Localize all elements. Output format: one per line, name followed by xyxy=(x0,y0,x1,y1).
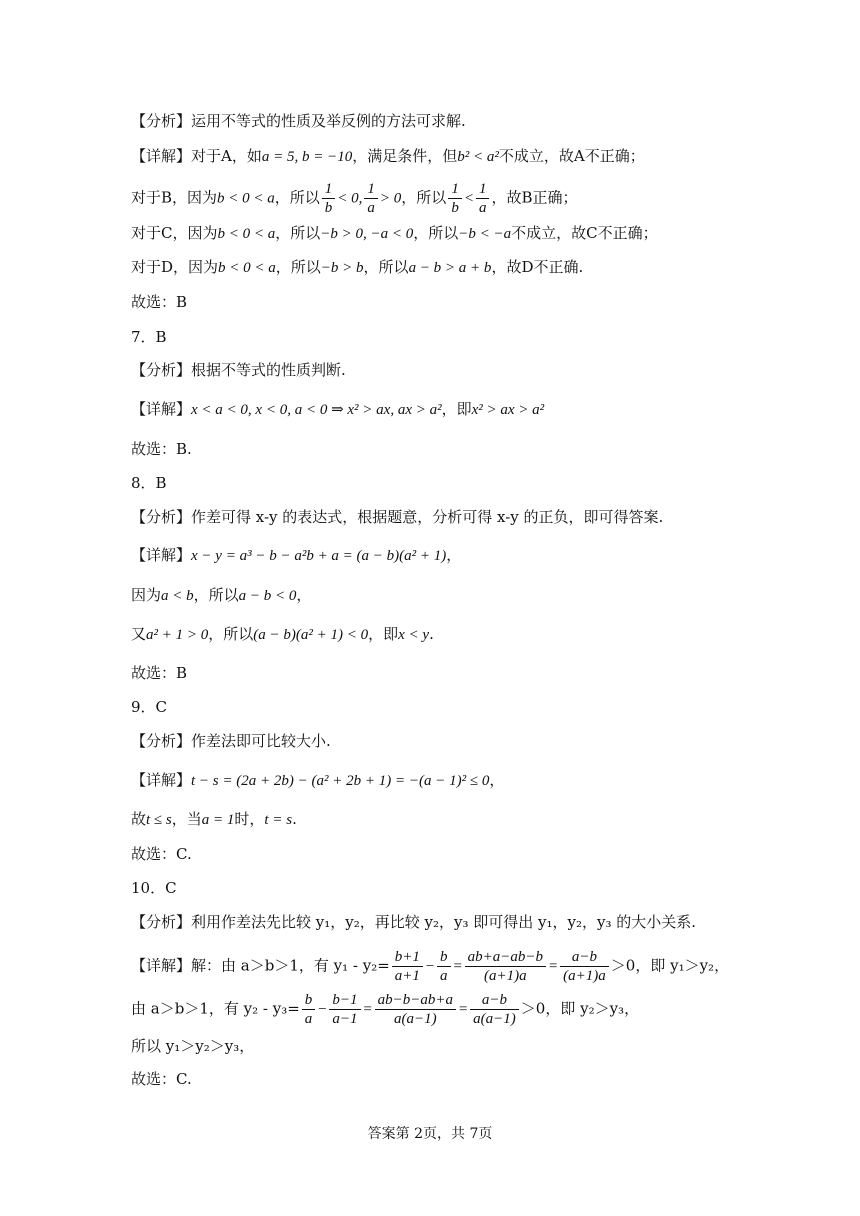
math: −b > b xyxy=(320,260,364,276)
math: < xyxy=(463,190,474,207)
text: ，所以 xyxy=(363,258,409,276)
question-9-header xyxy=(131,697,167,717)
detail-q9-2 xyxy=(131,809,297,830)
analysis-text: 【分析】作差法即可比较大小. xyxy=(131,732,331,750)
answer-q10 xyxy=(131,1069,192,1089)
analysis-q7 xyxy=(131,360,346,380)
fraction: $\frac{a-b}{(a+1)a}$ xyxy=(560,948,609,985)
fraction: $\frac{b-1}{a-1}$ xyxy=(329,991,360,1028)
math: = xyxy=(458,1001,469,1018)
text: ，即 xyxy=(441,400,472,418)
math: b < 0 < a xyxy=(217,226,276,242)
answer-text: 故选：B. xyxy=(131,440,192,458)
detail-q8-2 xyxy=(131,585,311,606)
text: 对于D，因为 xyxy=(131,258,219,276)
math: − xyxy=(424,958,436,975)
math: − xyxy=(317,1001,328,1018)
math: a − b > a + b xyxy=(408,260,492,276)
math: t ≤ s xyxy=(146,812,172,828)
math: (a − b)(a² + 1) < 0 xyxy=(253,627,369,643)
text: 对于C，因为 xyxy=(131,224,218,242)
answer-text: 故选：C. xyxy=(131,1070,192,1088)
text: ， xyxy=(296,586,312,604)
detail-q6-c xyxy=(131,223,658,244)
analysis-text: 【分析】作差可得 x-y 的表达式，根据题意，分析可得 x-y 的正负，即可得答案. xyxy=(131,508,664,526)
text: 不成立，故A不正确； xyxy=(498,147,645,165)
fraction: $\frac{b}{a}$ xyxy=(437,948,451,985)
text: ，所以 xyxy=(208,625,254,643)
answer-text: 故选：B xyxy=(131,293,188,311)
answer-q8 xyxy=(131,663,187,683)
text: ，所以 xyxy=(275,258,321,276)
math: t = s xyxy=(264,812,293,828)
detail-q8-3 xyxy=(131,624,434,645)
detail-q10-3 xyxy=(131,1036,254,1056)
text: ，所以 xyxy=(275,224,321,242)
math: −b < −a xyxy=(458,226,512,242)
detail-q8 xyxy=(131,545,461,566)
analysis-q6 xyxy=(131,111,466,131)
analysis-q10 xyxy=(131,912,696,932)
answer-text: 故选：B xyxy=(131,664,188,682)
fraction: $\frac{1}{a}$ xyxy=(364,180,378,217)
answer-q6 xyxy=(131,292,187,312)
text: ，当 xyxy=(171,810,202,828)
detail-q9 xyxy=(131,770,504,791)
text: ，所以 xyxy=(401,188,447,207)
text: 因为 xyxy=(131,586,162,604)
text: ＞0，即 y₁＞y₂， xyxy=(610,956,730,975)
fraction: $\frac{ab-b-ab+a}{a(a-1)}$ xyxy=(375,991,456,1028)
fraction: $\frac{a-b}{a(a-1)}$ xyxy=(470,991,519,1028)
text: ，即 xyxy=(368,625,399,643)
math: x < a < 0, x < 0, a < 0 ⇒ x² > ax, ax > a² xyxy=(191,402,442,418)
text: ，故B正确； xyxy=(491,188,578,207)
analysis-q8 xyxy=(131,507,663,527)
math: x − y = a³ − b − a²b + a = (a − b)(a² + 1) xyxy=(191,548,447,564)
math: b < 0 < a xyxy=(217,190,275,207)
text: ，所以 xyxy=(274,188,320,207)
question-number: 7．B xyxy=(131,328,167,346)
detail-q6-d xyxy=(131,257,583,278)
detail-q6-b xyxy=(131,180,577,217)
page-number: 答案第 2页，共 7页 xyxy=(367,1126,493,1142)
text: 由 a＞b＞1，有 y₂ - y₃= xyxy=(131,999,300,1018)
math: > 0 xyxy=(379,190,402,207)
question-number: 9．C xyxy=(131,698,168,716)
answer-q7 xyxy=(131,439,192,459)
text: 【详解】对于A，如 xyxy=(131,147,262,165)
text: 【详解】 xyxy=(131,400,192,418)
text: 不成立，故C不正确； xyxy=(511,224,658,242)
math: b < 0 < a xyxy=(218,260,276,276)
math: a = 5, b = −10 xyxy=(261,149,353,165)
text: 对于B，因为 xyxy=(131,188,218,207)
text: 时， xyxy=(234,810,265,828)
text: . xyxy=(292,810,297,828)
math: b² < a² xyxy=(457,149,499,165)
analysis-text: 【分析】根据不等式的性质判断. xyxy=(131,361,346,379)
math: x² > ax > a² xyxy=(471,402,545,418)
text: 又 xyxy=(131,625,147,643)
text: ，所以 xyxy=(413,224,459,242)
math: a = 1 xyxy=(201,812,235,828)
math: a − b < 0 xyxy=(238,588,297,604)
text: 故 xyxy=(131,810,147,828)
math: = xyxy=(362,1001,373,1018)
math: −b > 0, −a < 0 xyxy=(320,226,414,242)
math: t − s = (2a + 2b) − (a² + 2b + 1) = −(a − 1)² ≤ 0 xyxy=(191,773,490,789)
text: . xyxy=(429,625,434,643)
text: ＞0，即 y₂＞y₃， xyxy=(520,999,640,1018)
math: = xyxy=(548,958,559,975)
math: a < b xyxy=(161,588,194,604)
text: ， xyxy=(489,771,505,789)
math: a² + 1 > 0 xyxy=(146,627,209,643)
text: 【详解】解：由 a＞b＞1，有 y₁ - y₂= xyxy=(131,956,390,975)
answer-q9 xyxy=(131,844,192,864)
page-footer xyxy=(0,1123,860,1143)
text: ，故D不正确. xyxy=(491,258,584,276)
math: = xyxy=(452,958,463,975)
fraction: $\frac{b+1}{a+1}$ xyxy=(392,948,423,985)
text: ，所以 xyxy=(193,586,239,604)
text: ，满足条件，但 xyxy=(352,147,458,165)
fraction: $\frac{b}{a}$ xyxy=(302,991,316,1028)
fraction: $\frac{1}{b}$ xyxy=(448,180,462,217)
question-10-header xyxy=(131,878,177,898)
detail-q10-1 xyxy=(131,948,729,985)
analysis-q9 xyxy=(131,731,331,751)
detail-q10-2 xyxy=(131,991,639,1028)
question-7-header xyxy=(131,327,167,347)
question-number: 8．B xyxy=(131,474,167,492)
answer-text: 故选：C. xyxy=(131,845,192,863)
question-8-header xyxy=(131,473,167,493)
fraction: $\frac{1}{a}$ xyxy=(476,180,490,217)
detail-q7 xyxy=(131,399,544,420)
analysis-text: 【分析】利用作差法先比较 y₁，y₂，再比较 y₂，y₃ 即可得出 y₁，y₂，y₃ 的大小关系. xyxy=(131,913,697,931)
fraction: $\frac{1}{b}$ xyxy=(322,180,336,217)
detail-q6-a xyxy=(131,146,645,167)
text: ， xyxy=(446,546,462,564)
analysis-text: 【分析】运用不等式的性质及举反例的方法可求解. xyxy=(131,112,466,130)
text: 【详解】 xyxy=(131,546,192,564)
math: x < y xyxy=(398,627,430,643)
question-number: 10．C xyxy=(131,879,177,897)
fraction: $\frac{ab+a-ab-b}{(a+1)a}$ xyxy=(465,948,546,985)
math: < 0, xyxy=(337,190,363,207)
text: 所以 y₁＞y₂＞y₃， xyxy=(131,1037,255,1055)
text: 【详解】 xyxy=(131,771,192,789)
